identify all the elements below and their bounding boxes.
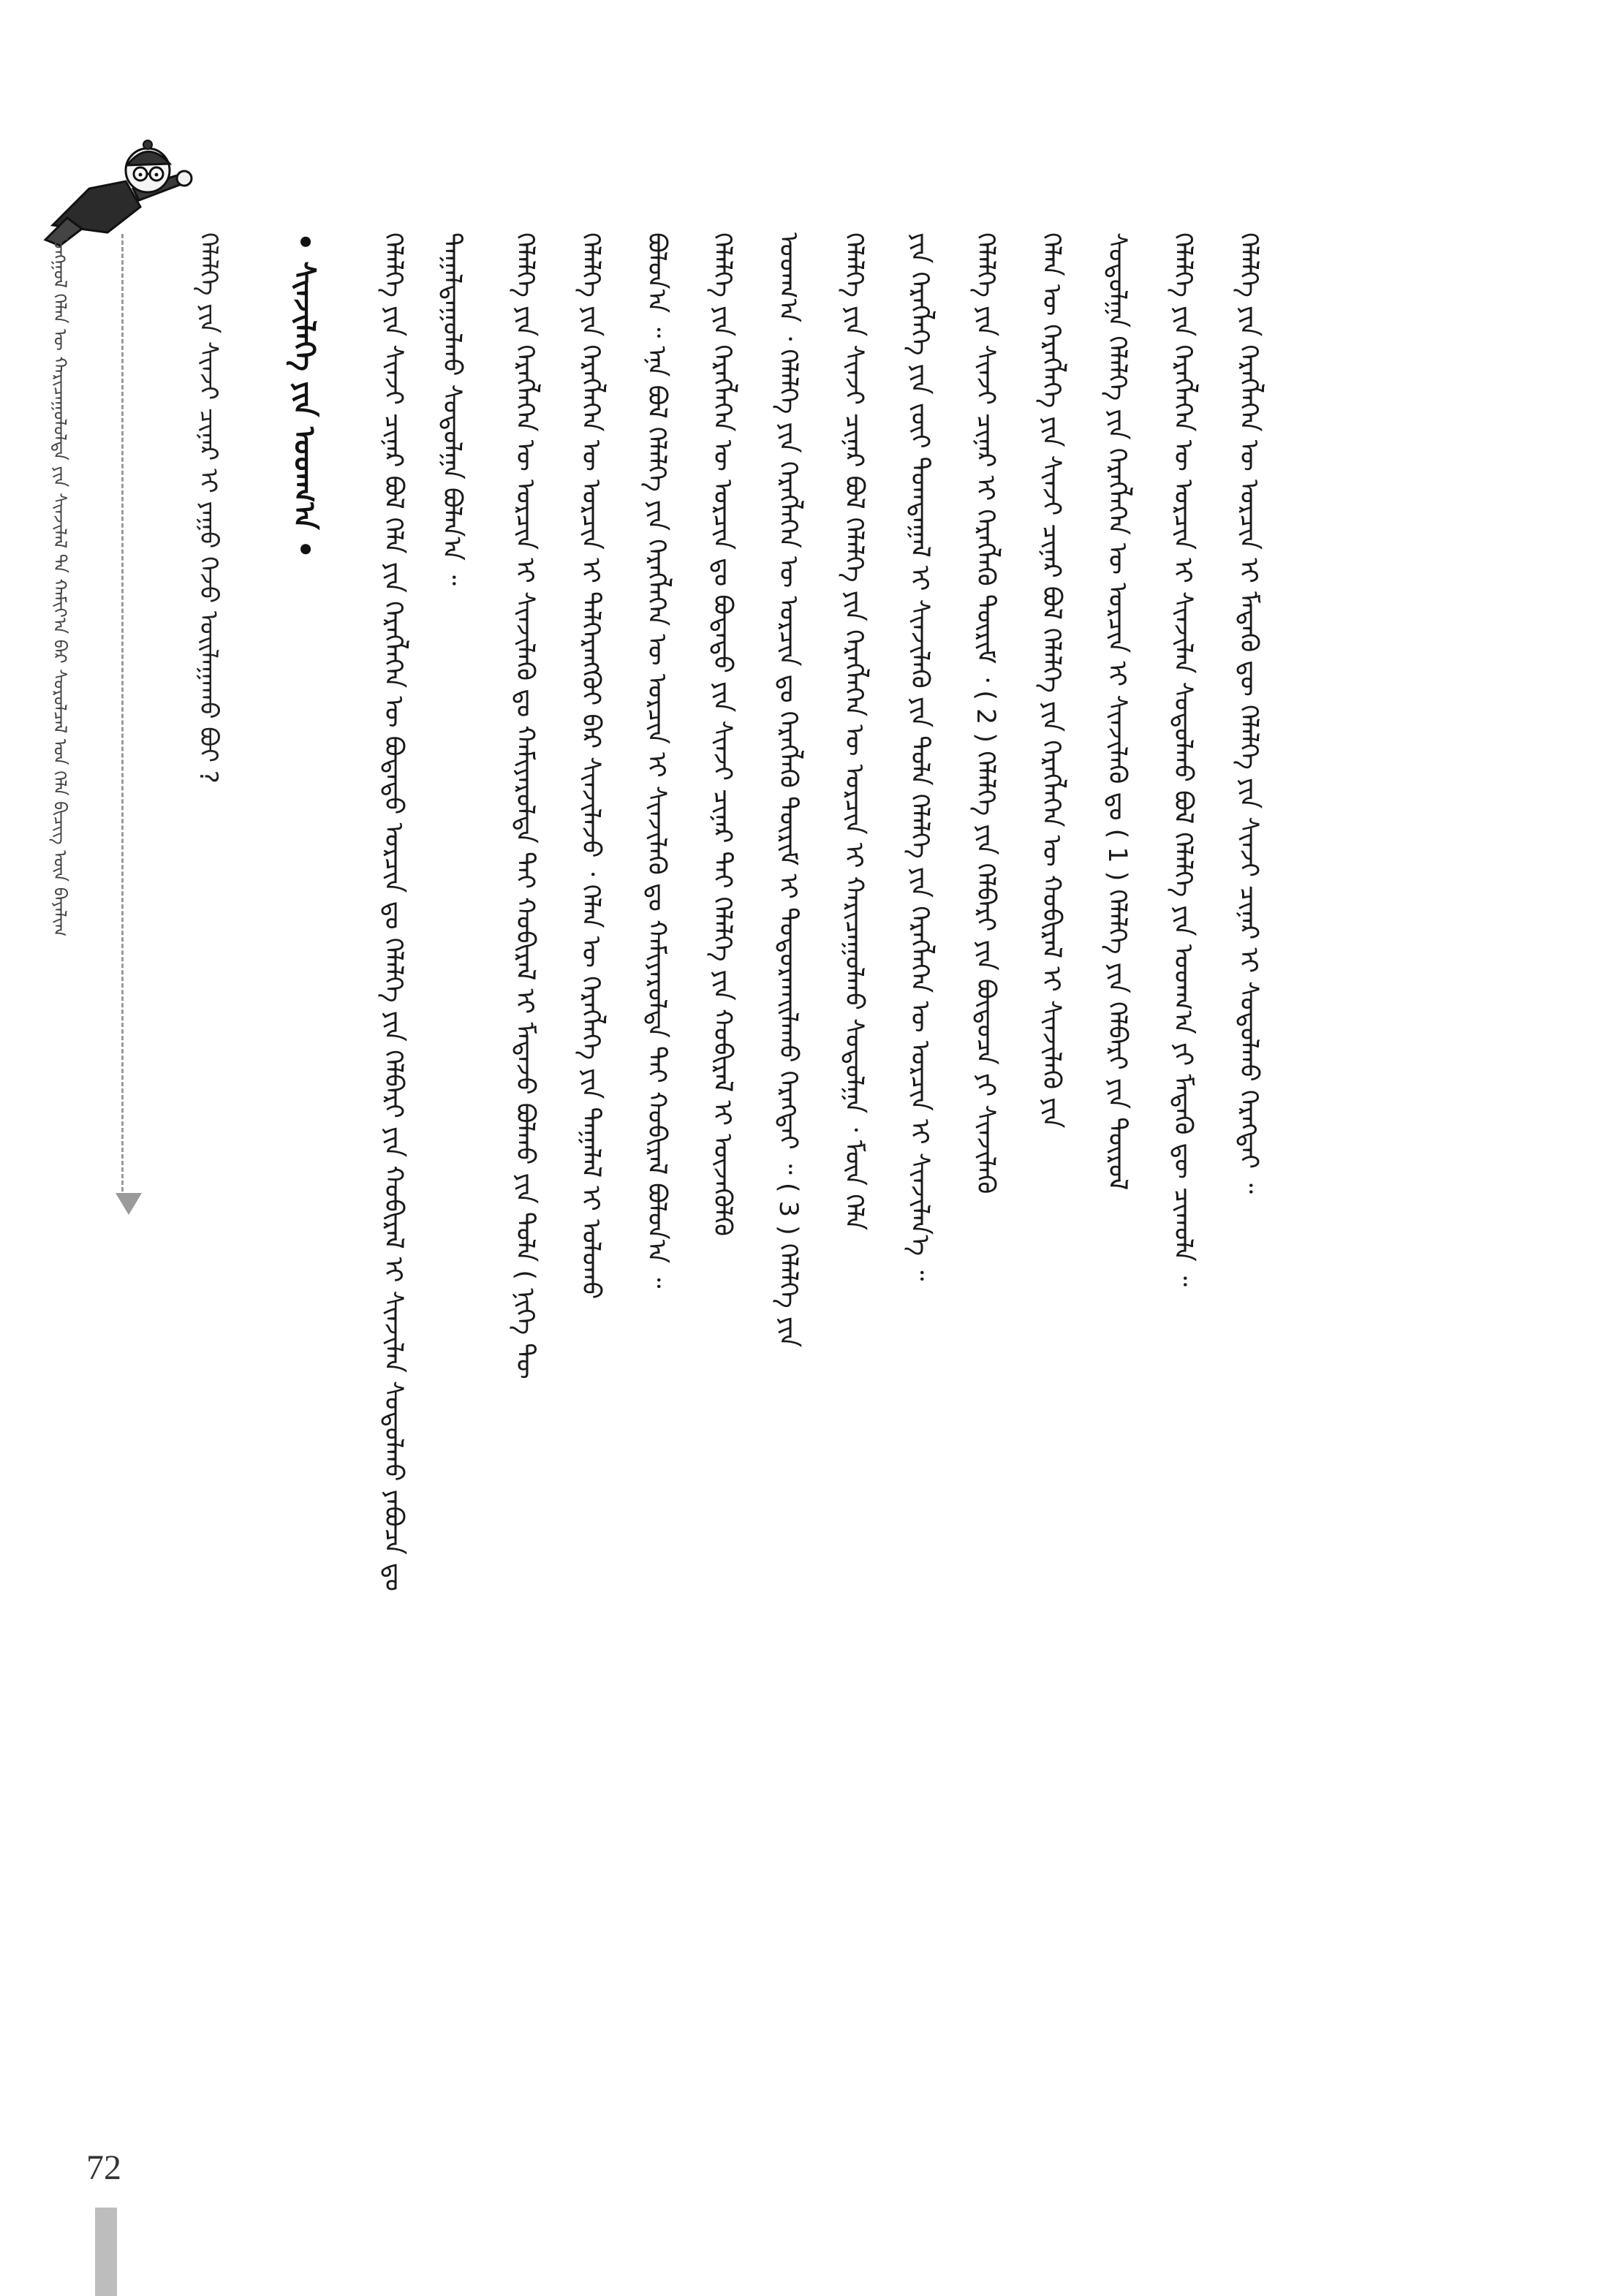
body-text-column: ᠬᠡᠯᠡᠯᠬᠡ ᠶᠢᠨ ᠬᠡᠷᠡᠭᠯᠡᠭᠡᠨ ᠦ ᠣᠷᠴᠢᠨ ᠢ ᠳᠡᠯᠭᠡᠷᠡᠩᠭᠦᠢ ᠪᠡᠷ ᠰᠢᠨᠵᠢᠯᠡᠵᠦ ᠂ ᠬᠡᠯᠡᠨ ᠦ ᠬᠡᠷᠡᠭᠯᠡᠭᠡ ᠶᠢᠨ ᠲᠠᠭᠠᠯᠠᠯ ᠢ ᠤᠯᠤᠬᠤ	[576, 232, 605, 1300]
page-side-tab	[95, 2208, 117, 2296]
body-text-column: ᠶᠢᠨ ᠬᠡᠷᠡᠭᠯᠡᠭᠡ ᠶᠢᠨ ᠵᠦᠢ ᠲᠣᠭᠲᠠᠭᠠᠯ ᠢ ᠰᠢᠨᠵᠢᠯᠡᠬᠦ ᠶᠢᠨ ᠲᠤᠯᠠ ᠬᠡᠯᠡᠯᠬᠡ ᠶᠢᠨ ᠬᠡᠷᠡᠭᠯᠡᠭᠡᠨ ᠦ ᠣᠷᠴᠢᠨ ᠢ ᠰᠢᠨᠵᠢᠯᠡᠨ᠎ᠡ ᠃	[905, 232, 934, 1281]
body-text-column: ᠰᠤᠳᠤᠯᠭᠠ ᠬᠡᠯᠡᠯᠬᠡ ᠶᠢᠨ ᠬᠡᠷᠡᠭᠯᠡᠭᠡᠨ ᠦ ᠣᠷᠴᠢᠨ ᠢ ᠰᠢᠨᠵᠢᠯᠡᠬᠦ ᠳᠤ ( 1 ) ᠬᠡᠯᠡᠯᠬᠡ ᠶᠢᠨ ᠬᠡᠯᠪᠡᠷᠢ ᠶᠢᠨ ᠲᠦᠷᠦᠯ	[1102, 232, 1132, 1191]
body-text-column: ᠬᠡᠯᠡᠯᠬᠡ ᠶᠢᠨ ᠰᠢᠨᠵᠢ ᠴᠢᠨᠠᠷ ᠪᠣᠯ ᠬᠡᠯᠡ ᠶᠢᠨ ᠬᠡᠷᠡᠭᠯᠡᠭᠡᠨ ᠦ ᠪᠣᠳᠠᠲᠤ ᠣᠷᠴᠢᠨ ᠳᠤ ᠬᠡᠯᠡᠯᠬᠡ ᠶᠢᠨ ᠬᠡᠯᠪᠡᠷᠢ ᠶᠢᠨ ᠬᠤᠪᠢᠷᠠᠯ ᠢ ᠰᠢᠨᠵᠢᠯᠡᠨ ᠰᠤᠳᠤᠯᠬᠤ ᠶᠠᠪᠤᠴᠠ ᠳᠤ	[379, 232, 408, 1591]
body-text-column: ᠬᠡᠯᠡᠯᠬᠡ ᠶᠢᠨ ᠬᠡᠷᠡᠭᠯᠡᠭᠡᠨ ᠦ ᠣᠷᠴᠢᠨ ᠢ ᠰᠢᠨᠵᠢᠯᠡᠬᠦ ᠳᠤ ᠬᠠᠮᠢᠶᠠᠷᠤᠯᠲᠠ ᠲᠠᠢ ᠬᠤᠪᠢᠷᠠᠯ ᠢ ᠮᠡᠳᠡᠵᠦ ᠪᠣᠯᠬᠤ ᠶᠢᠨ ᠲᠤᠯᠠ ( ᠨᠢᠭᠡ ᠲᠦ	[510, 232, 540, 1379]
mascot-illustration	[38, 137, 199, 247]
header-dashed-rule	[121, 234, 124, 1191]
section-question: ᠬᠡᠯᠡᠯᠬᠡ ᠶᠢᠨ ᠰᠢᠨᠵᠢ ᠴᠢᠨᠠᠷ ᠢ ᠶᠠᠭᠤ ᠭᠡᠵᠦ ᠤᠢᠯᠠᠭᠠᠬᠤ ᠪᠤᠢ ?	[194, 232, 223, 784]
page-number: 72	[86, 2148, 121, 2187]
body-text-column: ᠤᠳᠬ᠎ᠠ ᠂ ᠬᠡᠯᠡᠯᠬᠡ ᠶᠢᠨ ᠬᠡᠷᠡᠭᠯᠡᠭᠡᠨ ᠦ ᠣᠷᠴᠢᠨ ᠳᠤ ᠬᠡᠷᠡᠭᠯᠡᠬᠦ ᠳᠦᠷᠢᠮ ᠢ ᠲᠣᠳᠤᠷᠬᠠᠢᠯᠠᠬᠤ ᠬᠡᠷᠡᠭᠲᠡᠢ ᠃ ( 3 ) ᠬᠡᠯᠡᠯᠬᠡ ᠶᠢᠨ	[773, 232, 803, 1348]
body-text-column: ᠪᠣᠯᠤᠨ᠎ᠠ ᠃ ᠡᠨᠡ ᠪᠣᠯ ᠬᠡᠯᠡᠯᠬᠡ ᠶᠢᠨ ᠬᠡᠷᠡᠭᠯᠡᠭᠡᠨ ᠦ ᠣᠷᠴᠢᠨ ᠢ ᠰᠢᠨᠵᠢᠯᠡᠬᠦ ᠳᠤ ᠬᠠᠮᠢᠶᠠᠷᠤᠯᠲᠠ ᠲᠠᠢ ᠬᠤᠪᠢᠷᠠᠯ ᠪᠣᠯᠤᠨ᠎ᠠ ᠃	[642, 232, 671, 1289]
running-header: ᠮᠣᠩᠭᠣᠯ ᠬᠡᠯᠡᠨ ᠦ ᠬᠠᠷᠢᠴᠠᠭᠤᠯᠤᠯᠲᠠ ᠶᠢᠨ ᠰᠢᠨᠵᠢᠯᠡᠯ ᠲᠡ ᠬᠠᠮᠢᠶ᠎ᠠ ᠪᠠᠷ ᠰᠤᠷᠤᠯᠴᠠᠯ ᠤᠨ ᠬᠡᠯᠡ ᠪᠢᠴᠢᠭ ᠦᠨ ᠪᠠᠶᠠᠯᠢᠭ	[50, 232, 70, 937]
body-text-column: ᠬᠡᠯᠡᠯᠬᠡ ᠶᠢᠨ ᠰᠢᠨᠵᠢ ᠴᠢᠨᠠᠷ ᠢ ᠬᠡᠷᠡᠭᠯᠡᠬᠦ ᠳᠦᠷᠢᠮ ᠂ ( 2 ) ᠬᠡᠯᠡᠯᠬᠡ ᠶᠢᠨ ᠬᠡᠯᠪᠡᠷᠢ ᠶᠢᠨ ᠪᠦᠲᠦᠴᠡ ᠶᠢ ᠰᠢᠨᠵᠢᠯᠡᠬᠦ	[971, 232, 1000, 1194]
body-text-column: ᠬᠡᠯᠡᠯᠬᠡ ᠶᠢᠨ ᠬᠡᠷᠡᠭᠯᠡᠭᠡᠨ ᠦ ᠣᠷᠴᠢᠨ ᠳᠤ ᠪᠣᠳᠠᠲᠤ ᠶᠢᠨ ᠰᠢᠨᠵᠢ ᠴᠢᠨᠠᠷ ᠲᠠᠢ ᠬᠡᠯᠡᠯᠬᠡ ᠶᠢᠨ ᠬᠤᠪᠢᠷᠠᠯ ᠢ ᠦᠵᠡᠭᠦᠯᠬᠦ	[708, 232, 737, 1237]
header-arrow-icon	[116, 1193, 142, 1215]
section-heading: • ᠰᠢᠨᠵᠢᠯᠡᠭᠡ ᠶᠢᠨ ᠤᠳᠬ᠎ᠠ •	[287, 232, 321, 559]
body-text-column: ᠬᠡᠯᠡᠯᠬᠡ ᠶᠢᠨ ᠬᠡᠷᠡᠭᠯᠡᠭᠡᠨ ᠦ ᠣᠷᠴᠢᠨ ᠢ ᠰᠢᠨᠵᠢᠯᠡᠨ ᠰᠤᠳᠤᠯᠬᠤ ᠪᠣᠯ ᠬᠡᠯᠡᠯᠬᠡ ᠶᠢᠨ ᠤᠳᠬ᠎ᠠ ᠶᠢ ᠮᠡᠳᠡᠬᠦ ᠳᠦ ᠴᠢᠬᠤᠯᠠ ᠃	[1168, 232, 1198, 1287]
body-text-column: ᠬᠡᠯᠡᠯᠬᠡ ᠶᠢᠨ ᠬᠡᠷᠡᠭᠯᠡᠭᠡᠨ ᠦ ᠣᠷᠴᠢᠨ ᠢ ᠮᠡᠳᠡᠬᠦ ᠳᠦ ᠬᠡᠯᠡᠯᠬᠡ ᠶᠢᠨ ᠰᠢᠨᠵᠢ ᠴᠢᠨᠠᠷ ᠢ ᠰᠤᠳᠤᠯᠬᠤ ᠬᠡᠷᠡᠭᠲᠡᠢ ᠃	[1234, 232, 1263, 1194]
body-text-column: ᠬᠡᠯᠡᠯᠬᠡ ᠶᠢᠨ ᠰᠢᠨᠵᠢ ᠴᠢᠨᠠᠷ ᠪᠣᠯ ᠬᠡᠯᠡᠯᠬᠡ ᠶᠢᠨ ᠬᠡᠷᠡᠭᠯᠡᠭᠡᠨ ᠦ ᠣᠷᠴᠢᠨ ᠢ ᠬᠠᠷᠢᠴᠠᠭᠤᠯᠬᠤ ᠰᠤᠳᠤᠯᠭᠠ ᠂ ᠮᠦᠨ ᠬᠡᠯᠡ	[839, 232, 869, 1231]
body-text-column: ᠬᠡᠯᠡᠨ ᠦ ᠬᠡᠷᠡᠭᠯᠡᠭᠡ ᠶᠢᠨ ᠰᠢᠨᠵᠢ ᠴᠢᠨᠠᠷ ᠪᠣᠯ ᠬᠡᠯᠡᠯᠬᠡ ᠶᠢᠨ ᠬᠡᠷᠡᠭᠯᠡᠭᠡᠨ ᠦ ᠬᠤᠪᠢᠷᠠᠯ ᠢ ᠰᠢᠨᠵᠢᠯᠡᠬᠦ ᠶᠢᠨ	[1037, 232, 1066, 1129]
body-text-column: ᠳᠠᠭᠠᠯᠳᠠᠭᠤᠯᠬᠤ ᠰᠤᠳᠤᠯᠭᠠ ᠪᠣᠯᠠᠨ᠎ᠠ ᠃	[437, 232, 466, 586]
